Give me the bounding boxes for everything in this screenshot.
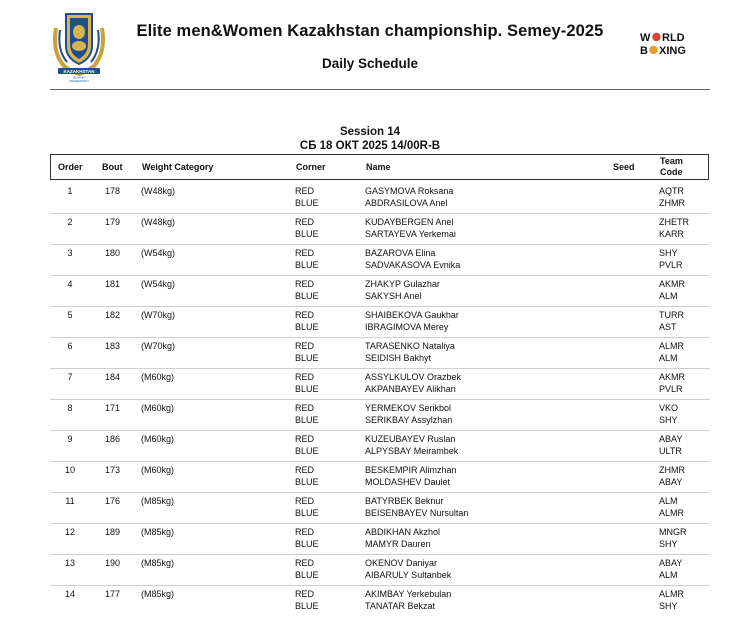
order-number: 3: [67, 248, 73, 258]
table-row: [50, 586, 710, 617]
team-code-blue: ALMR: [659, 508, 685, 518]
boxer-name-blue: SAKYSH Anel: [365, 291, 422, 301]
team-code-blue: PVLR: [659, 260, 683, 270]
weight-category: (M85kg): [141, 589, 175, 599]
col-code-label: Code: [660, 167, 683, 177]
team-code-red: VKO: [659, 403, 679, 413]
corner-red: RED: [295, 465, 315, 475]
bout-number: 184: [105, 372, 121, 382]
boxer-name-blue: SERIKBAY Assylzhan: [365, 415, 453, 425]
order-number: 12: [64, 527, 75, 537]
boxer-name-red: BATYRBEK Beknur: [365, 496, 444, 506]
boxer-name-blue: MOLDASHEV Daulet: [365, 477, 451, 487]
corner-red: RED: [295, 589, 315, 599]
corner-blue: BLUE: [295, 601, 319, 611]
boxer-name-blue: ABDRASILOVA Anel: [365, 198, 448, 208]
weight-category: (W70kg): [141, 310, 176, 320]
team-code-red: ALMR: [659, 589, 685, 599]
corner-blue: BLUE: [295, 415, 319, 425]
page-subtitle: Daily Schedule: [321, 56, 419, 71]
bout-number: 171: [105, 403, 121, 413]
boxer-name-blue: AKPANBAYEV Alikhan: [365, 384, 456, 394]
table-row: [50, 400, 710, 431]
team-code-blue: KARR: [659, 229, 685, 239]
table-row: [50, 214, 710, 245]
col-name: Name: [366, 162, 391, 172]
weight-category: (W54kg): [141, 279, 176, 289]
order-number: 14: [64, 589, 75, 599]
bout-number: 190: [105, 558, 121, 568]
corner-blue: BLUE: [295, 322, 319, 332]
corner-red: RED: [295, 403, 315, 413]
weight-category: (W48kg): [141, 217, 176, 227]
team-code-red: AKMR: [659, 372, 686, 382]
weight-category: (M85kg): [141, 496, 175, 506]
team-code-blue: ALM: [659, 570, 678, 580]
table-row: [50, 183, 710, 214]
weight-category: (M60kg): [141, 403, 175, 413]
boxer-name-red: BAZAROVA Elina: [365, 248, 436, 258]
bout-number: 178: [105, 186, 121, 196]
corner-blue: BLUE: [295, 353, 319, 363]
boxer-name-red: BESKEMPIR Alimzhan: [365, 465, 457, 475]
team-code-red: ALMR: [659, 341, 685, 351]
order-number: 6: [67, 341, 73, 351]
team-code-red: ZHETR: [659, 217, 689, 227]
bout-number: 179: [105, 217, 121, 227]
team-code-blue: ABAY: [659, 477, 683, 487]
boxer-name-red: AKIMBAY Yerkebulan: [365, 589, 452, 599]
session-name: Session 14: [339, 126, 401, 138]
page-title: Elite men&Women Kazakhstan championship. Semey-2025: [136, 22, 604, 40]
team-code-blue: ALM: [659, 353, 678, 363]
team-code-blue: SHY: [659, 415, 678, 425]
col-team-label: Team: [660, 156, 683, 166]
table-header: [50, 154, 709, 180]
team-code-red: MNGR: [659, 527, 687, 537]
boxer-name-blue: ALPYSBAY Meirambek: [365, 446, 459, 456]
team-code-red: AKMR: [659, 279, 686, 289]
corner-blue: BLUE: [295, 508, 319, 518]
corner-blue: BLUE: [295, 477, 319, 487]
corner-blue: BLUE: [295, 291, 319, 301]
table-row: [50, 276, 710, 307]
boxer-name-blue: SEIDISH Bakhyt: [365, 353, 432, 363]
session-info: [0, 125, 740, 153]
svg-text:XING: XING: [659, 45, 686, 56]
team-code-red: AQTR: [659, 186, 685, 196]
corner-red: RED: [295, 341, 315, 351]
corner-red: RED: [295, 372, 315, 382]
order-number: 13: [64, 558, 75, 568]
bout-number: 180: [105, 248, 121, 258]
bout-number: 177: [105, 589, 121, 599]
boxer-name-blue: MAMYR Dauren: [365, 539, 431, 549]
boxer-name-blue: SARTAYEVA Yerkemai: [365, 229, 456, 239]
table-row: [50, 369, 710, 400]
team-code-blue: ULTR: [659, 446, 682, 456]
col-bout: Bout: [102, 162, 123, 172]
order-number: 9: [67, 434, 73, 444]
corner-blue: BLUE: [295, 446, 319, 456]
corner-red: RED: [295, 434, 315, 444]
boxer-name-red: TARASENKO Nataliya: [365, 341, 455, 351]
table-row: [50, 524, 710, 555]
svg-text:W: W: [640, 32, 651, 44]
corner-red: RED: [295, 279, 315, 289]
order-number: 8: [67, 403, 73, 413]
corner-red: RED: [295, 248, 315, 258]
corner-red: RED: [295, 558, 315, 568]
table-row: [50, 493, 710, 524]
world-boxing-logo: [638, 30, 710, 56]
team-code-blue: PVLR: [659, 384, 683, 394]
boxer-name-red: KUDAYBERGEN Anel: [365, 217, 454, 227]
svg-text:BOXING: BOXING: [73, 75, 85, 80]
corner-red: RED: [295, 310, 315, 320]
team-code-blue: SHY: [659, 601, 678, 611]
col-corner: Corner: [296, 162, 326, 172]
order-number: 7: [67, 372, 73, 382]
boxer-name-red: ASSYLKULOV Orazbek: [365, 372, 462, 382]
boxer-name-red: GASYMOVA Roksana: [365, 186, 454, 196]
boxer-name-red: SHAIBEKOVA Gaukhar: [365, 310, 459, 320]
boxer-name-blue: BEISENBAYEV Nursultan: [365, 508, 469, 518]
boxer-name-red: ABDIKHAN Akzhol: [365, 527, 441, 537]
order-number: 2: [67, 217, 73, 227]
order-number: 5: [67, 310, 73, 320]
session-date: СБ 18 ОКТ 2025 14/00R-B: [299, 140, 441, 152]
boxer-name-blue: AIBARULY Sultanbek: [365, 570, 452, 580]
table-row: [50, 245, 710, 276]
boxer-name-red: KUZEUBAYEV Ruslan: [365, 434, 456, 444]
boxer-name-blue: SADVAKASOVA Evnika: [365, 260, 461, 270]
corner-red: RED: [295, 496, 315, 506]
boxer-name-red: ZHAKYP Gulazhar: [365, 279, 440, 289]
weight-category: (M85kg): [141, 558, 175, 568]
team-code-blue: SHY: [659, 539, 678, 549]
order-number: 10: [64, 465, 75, 475]
corner-blue: BLUE: [295, 229, 319, 239]
team-code-blue: ALM: [659, 291, 678, 301]
team-code-red: ABAY: [659, 558, 683, 568]
bout-number: 189: [105, 527, 121, 537]
header-divider: [50, 89, 710, 90]
bout-number: 182: [105, 310, 121, 320]
table-row: [50, 338, 710, 369]
team-code-red: ABAY: [659, 434, 683, 444]
weight-category: (W48kg): [141, 186, 176, 196]
bout-number: 181: [105, 279, 121, 289]
bout-number: 183: [105, 341, 121, 351]
svg-text:B: B: [640, 45, 648, 56]
bout-number: 173: [105, 465, 121, 475]
col-order: Order: [58, 162, 83, 172]
order-number: 11: [65, 496, 75, 506]
corner-blue: BLUE: [295, 539, 319, 549]
team-code-red: ALM: [659, 496, 678, 506]
boxer-name-red: YERMEKOV Serikbol: [365, 403, 452, 413]
weight-category: (M60kg): [141, 434, 175, 444]
order-number: 4: [67, 279, 73, 289]
svg-text:FEDERATION: FEDERATION: [69, 79, 89, 82]
team-code-blue: ZHMR: [659, 198, 685, 208]
boxer-name-blue: IBRAGIMOVA Merey: [365, 322, 449, 332]
corner-blue: BLUE: [295, 384, 319, 394]
col-seed: Seed: [613, 162, 635, 172]
team-code-red: TURR: [659, 310, 684, 320]
col-team-code: [660, 156, 683, 178]
corner-blue: BLUE: [295, 198, 319, 208]
team-code-red: SHY: [659, 248, 678, 258]
table-row: [50, 431, 710, 462]
team-code-blue: AST: [659, 322, 677, 332]
team-code-red: ZHMR: [659, 465, 685, 475]
corner-blue: BLUE: [295, 260, 319, 270]
boxer-name-red: OKENOV Daniyar: [365, 558, 438, 568]
bout-number: 186: [105, 434, 121, 444]
corner-red: RED: [295, 186, 315, 196]
corner-red: RED: [295, 217, 315, 227]
col-weight-category: Weight Category: [142, 162, 214, 172]
table-row: [50, 555, 710, 586]
weight-category: (M60kg): [141, 372, 175, 382]
svg-text:RLD: RLD: [662, 32, 685, 44]
svg-text:KAZAKHSTAN: KAZAKHSTAN: [63, 69, 95, 74]
corner-blue: BLUE: [295, 570, 319, 580]
corner-red: RED: [295, 527, 315, 537]
order-number: 1: [67, 186, 73, 196]
weight-category: (W70kg): [141, 341, 176, 351]
weight-category: (W54kg): [141, 248, 176, 258]
table-row: [50, 307, 710, 338]
boxer-name-blue: TANATAR Bekzat: [365, 601, 436, 611]
weight-category: (M60kg): [141, 465, 175, 475]
table-row: [50, 462, 710, 493]
weight-category: (M85kg): [141, 527, 175, 537]
bout-number: 176: [105, 496, 121, 506]
